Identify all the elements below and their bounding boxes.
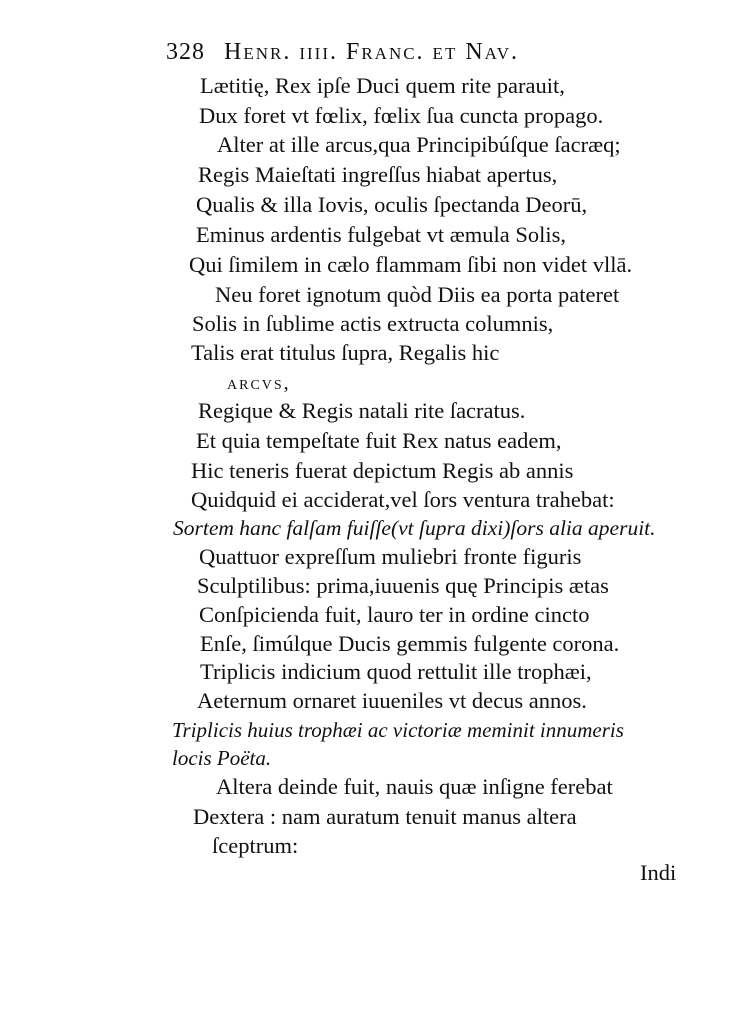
marginal-note: locis Poëta. bbox=[172, 746, 272, 770]
text-line: Hic teneris fuerat depictum Regis ab annis bbox=[191, 458, 574, 483]
page-number: 328 bbox=[166, 39, 205, 65]
text-line: Regique & Regis natali rite ſacratus. bbox=[198, 398, 526, 423]
text-line: Et quia tempeſtate fuit Rex natus eadem, bbox=[196, 428, 562, 453]
text-line: Quattuor expreſſum muliebri fronte figuris bbox=[199, 544, 582, 569]
text-line: Dux foret vt fœlix, fœlix ſua cuncta propago. bbox=[199, 103, 604, 128]
text-line: Regis Maieſtati ingreſſus hiabat apertus, bbox=[198, 162, 558, 187]
text-line: Aeternum ornaret iuueniles vt decus annos. bbox=[197, 688, 587, 713]
catchword: Indi bbox=[640, 860, 677, 885]
text-line: Qualis & illa Iovis, oculis ſpectanda Deorū, bbox=[196, 192, 588, 217]
text-line: Qui ſimilem in cælo flammam ſibi non videt vllā. bbox=[189, 252, 633, 277]
text-line: Lætitię, Rex ipſe Duci quem rite parauit, bbox=[200, 73, 565, 98]
text-line: ſceptrum: bbox=[212, 833, 299, 858]
text-line: arcvs, bbox=[227, 372, 291, 394]
running-title: Henr. iiii. Franc. et Nav. bbox=[224, 39, 520, 65]
text-line: Enſe, ſimúlque Ducis gemmis fulgente corona. bbox=[200, 631, 620, 656]
marginal-note: Triplicis huius trophæi ac victoriæ meminit innumeris bbox=[172, 718, 624, 742]
marginal-note: Sortem hanc falſam fuiſſe(vt ſupra dixi)ſors alia aperuit. bbox=[173, 516, 656, 540]
text-line: Alter at ille arcus,qua Principibúſque ſacræq; bbox=[217, 132, 621, 157]
text-line: Altera deinde fuit, nauis quæ inſigne ferebat bbox=[216, 774, 613, 799]
running-header bbox=[166, 38, 519, 66]
text-line: Dextera : nam auratum tenuit manus altera bbox=[193, 804, 577, 829]
text-line: Talis erat titulus ſupra, Regalis hic bbox=[191, 340, 500, 365]
text-line: Solis in ſublime actis extructa columnis, bbox=[192, 311, 554, 336]
text-line: Quidquid ei acciderat,vel ſors ventura trahebat: bbox=[191, 487, 615, 512]
text-line: Conſpicienda fuit, lauro ter in ordine cincto bbox=[199, 602, 590, 627]
text-line: Eminus ardentis fulgebat vt æmula Solis, bbox=[196, 222, 566, 247]
text-line: Triplicis indicium quod rettulit ille trophæi, bbox=[200, 659, 592, 684]
text-line: Sculptilibus: prima,iuuenis quę Principis ætas bbox=[197, 573, 609, 598]
text-line: Neu foret ignotum quòd Diis ea porta pateret bbox=[215, 282, 620, 307]
